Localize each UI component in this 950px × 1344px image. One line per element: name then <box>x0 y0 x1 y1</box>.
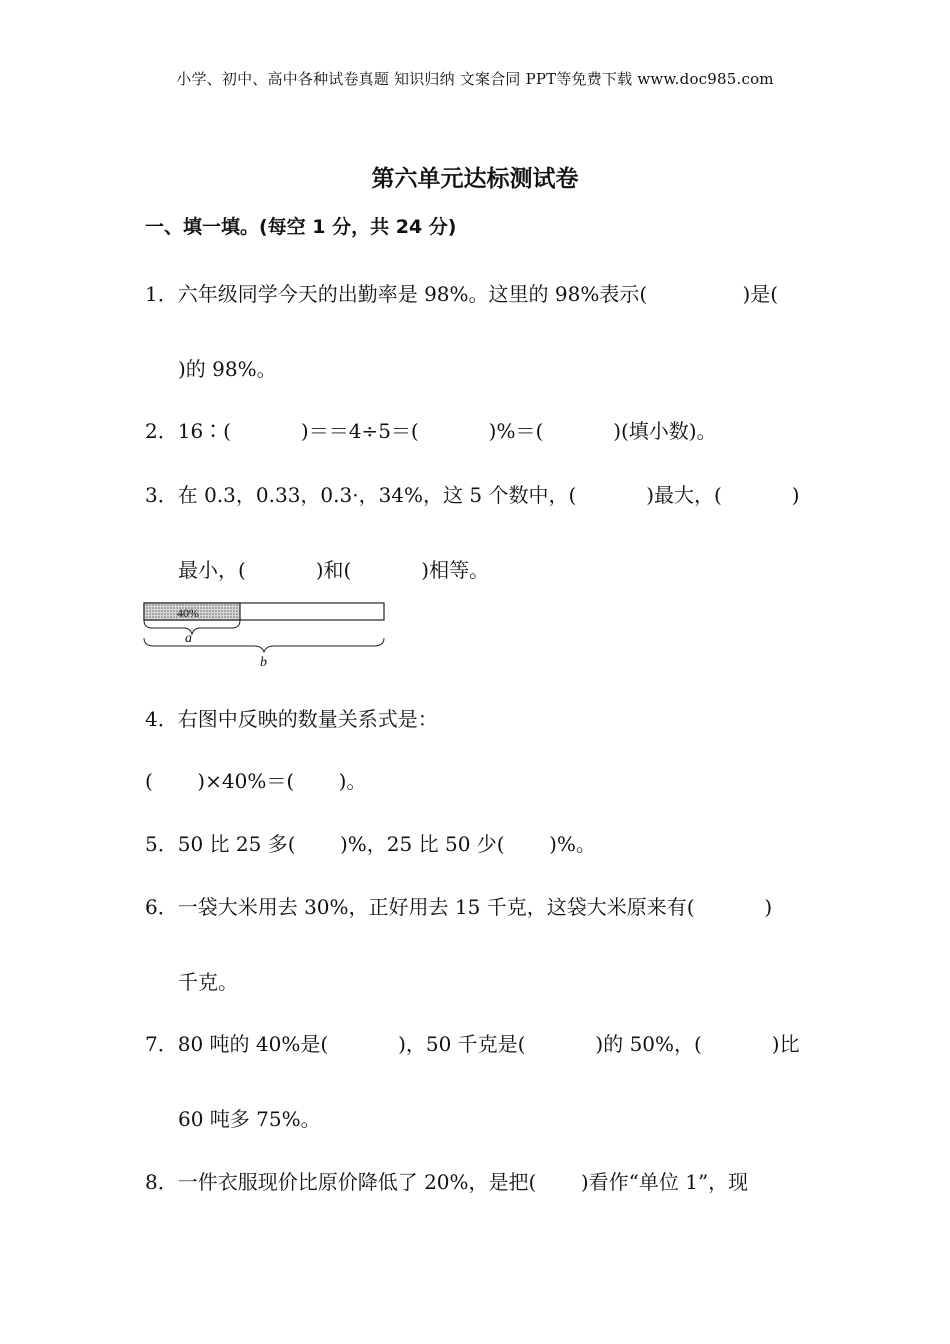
percent-bar-diagram <box>140 598 400 674</box>
brace-b <box>144 638 384 652</box>
question-3-line-1: 3．在 0.3，0.33，0.3·，34%，这 5 个数中，( )最大，( ) <box>145 483 800 507</box>
question-7-line-1: 7．80 吨的 40%是( )，50 千克是( )的 50%，( )比 <box>145 1032 800 1056</box>
label-b: b <box>260 655 267 670</box>
question-4-line-2: ( )×40%＝( )。 <box>145 769 367 793</box>
question-7-line-2: 60 吨多 75%。 <box>178 1107 321 1131</box>
bar-percent-label: 40% <box>177 606 199 620</box>
page-title: 第六单元达标测试卷 <box>371 166 579 192</box>
question-6-line-2: 千克。 <box>178 970 238 994</box>
question-5-line-1: 5．50 比 25 多( )%，25 比 50 少( )%。 <box>145 832 596 856</box>
question-8-line-1: 8．一件衣服现价比原价降低了 20%，是把( )看作“单位 1”，现 <box>145 1170 749 1194</box>
question-1-line-2: )的 98%。 <box>178 357 277 381</box>
brace-a <box>144 620 240 634</box>
question-2-line-1: 2．16∶( )＝＝4÷5＝( )%＝( )(填小数)。 <box>145 419 717 443</box>
question-6-line-1: 6．一袋大米用去 30%，正好用去 15 千克，这袋大米原来有( ) <box>145 895 773 919</box>
question-4-line-1: 4．右图中反映的数量关系式是： <box>145 707 438 731</box>
page-header: 小学、初中、高中各种试卷真题 知识归纳 文案合同 PPT等免费下载 www.doc985.com <box>176 70 774 88</box>
question-3-line-2: 最小，( )和( )相等。 <box>178 558 490 582</box>
section-heading: 一、填一填。(每空 1 分，共 24 分) <box>145 216 457 238</box>
label-a: a <box>185 631 192 646</box>
question-1-line-1: 1．六年级同学今天的出勤率是 98%。这里的 98%表示( )是( <box>145 282 779 306</box>
